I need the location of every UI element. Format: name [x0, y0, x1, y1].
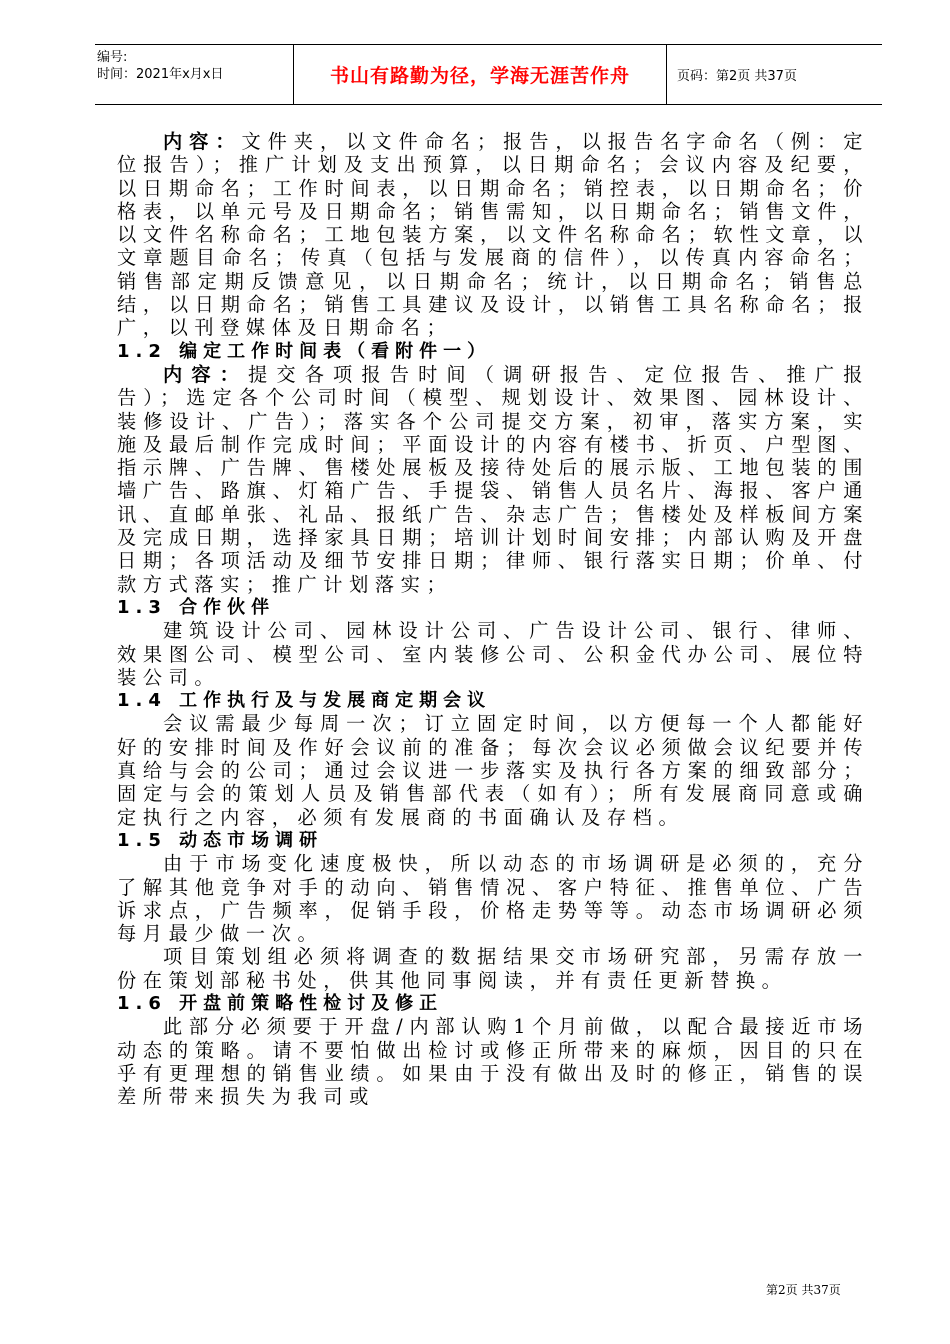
- header-meta: [95, 45, 294, 104]
- header-page-info: 页码：第2页 共37页: [677, 69, 797, 84]
- header-motto: 书山有路勤为径，学海无涯苦作舟: [294, 45, 667, 104]
- paragraph-text: 文件夹，以文件命名；报告，以报告名字命名（例：定位报告）；推广计划及支出预算，以日期命名；会议内容及纪要，以日期命名；工作时间表，以日期命名；销控表，以日期命名；价格表，以单元号及日期命名；销售需知，以日期命名；销售文件，以文件名称命名；工地包装方案，以文件名称命名；软性文章，以文章题目命名；传真（包括与发展商的信件），以传真内容命名；销售部定期反馈意见，以日期命名；统计，以日期命名；销售总结，以日期命名；销售工具建议及设计，以销售工具名称命名；报广，以刊登媒体及日期命名；: [117, 130, 869, 340]
- document-body: [117, 130, 869, 1108]
- section-heading-1-2: 1.2 编定工作时间表（看附件一）: [117, 340, 492, 362]
- section-heading-1-6: 1.6 开盘前策略性检讨及修正: [117, 992, 444, 1014]
- paragraph-text: 提交各项报告时间（调研报告、定位报告、推广报告）；选定各个公司时间（模型、规划设计、效果图、园林设计、装修设计、广告）；落实各个公司提交方案，初审，落实方案，实施及最后制作完成时间；平面设计的内容有楼书、折页、户型图、指示牌、广告牌、售楼处展板及接待处后的展示版、工地包装的围墙广告、路旗、灯箱广告、手提袋、销售人员名片、海报、客户通讯、直邮单张、礼品、报纸广告、杂志广告；售楼处及样板间方案及完成日期，选择家具日期；培训计划时间安排；内部认购及开盘日期；各项活动及细节安排日期；律师、银行落实日期；价单、付款方式落实；推广计划落实；: [117, 362, 869, 596]
- paragraph-partners: 建筑设计公司、园林设计公司、广告设计公司、银行、律师、效果图公司、模型公司、室内装修公司、公积金代办公司、展位特装公司。: [117, 619, 869, 689]
- paragraph-research-storage: 项目策划组必须将调查的数据结果交市场研究部，另需存放一份在策划部秘书处，供其他同事阅读，并有责任更新替换。: [117, 945, 869, 992]
- page-header: [95, 44, 882, 105]
- content-label: 内容：: [163, 362, 249, 386]
- section-heading-1-5: 1.5 动态市场调研: [117, 829, 324, 851]
- paragraph-market-research: 由于市场变化速度极快，所以动态的市场调研是必须的，充分了解其他竞争对手的动向、销售情况、客户特征、推售单位、广告诉求点，广告频率，促销手段，价格走势等等。动态市场调研必须每月最少做一次。: [117, 852, 869, 946]
- page-footer: 第2页 共37页: [766, 1283, 841, 1297]
- section-heading-1-3: 1.3 合作伙伴: [117, 596, 276, 618]
- paragraph-pre-opening-review: 此部分必须要于开盘/内部认购1个月前做，以配合最接近市场动态的策略。请不要怕做出检讨或修正所带来的麻烦，因目的只在乎有更理想的销售业绩。如果由于没有做出及时的修正，销售的误差所带来损失为我司或: [117, 1015, 869, 1109]
- number-label: 编号:: [97, 50, 128, 65]
- time-label: 时间：2021年x月x日: [97, 67, 224, 82]
- paragraph-meetings: 会议需最少每周一次；订立固定时间，以方便每一个人都能好好的安排时间及作好会议前的准备；每次会议必须做会议纪要并传真给与会的公司；通过会议进一步落实及执行各方案的细致部分；固定与会的策划人员及销售部代表（如有）；所有发展商同意或确定执行之内容，必须有发展商的书面确认及存档。: [117, 712, 869, 829]
- content-label: 内容：: [163, 130, 242, 153]
- section-heading-1-4: 1.4 工作执行及与发展商定期会议: [117, 690, 492, 712]
- paragraph-naming: [117, 130, 869, 340]
- paragraph-schedule: [117, 363, 869, 596]
